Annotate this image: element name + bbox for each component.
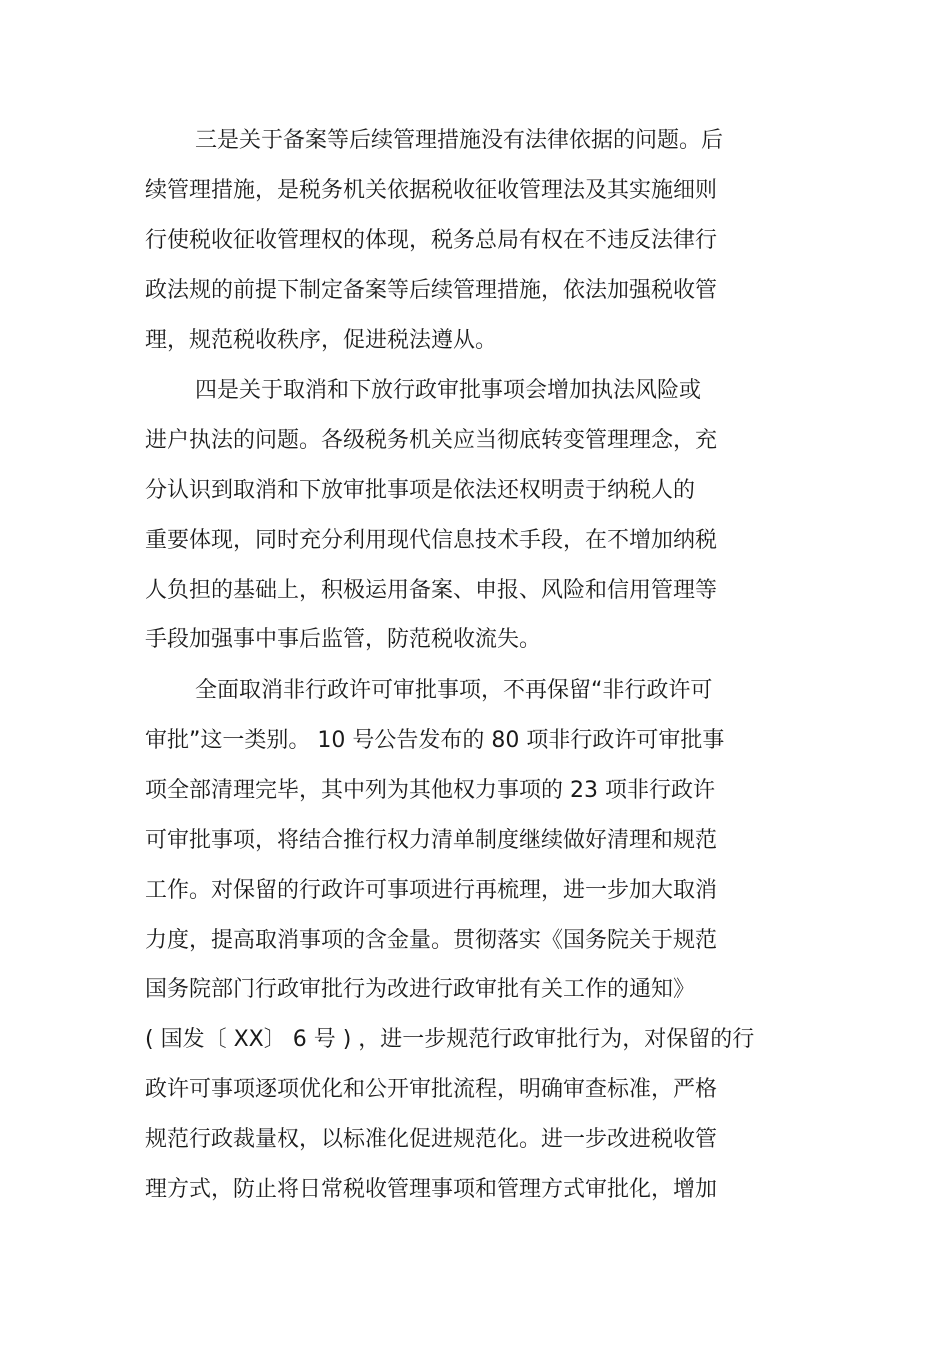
paragraph-3-line-2: 审批”这一类别。 10 号公告发布的 80 项非行政许可审批事 — [145, 728, 725, 753]
paragraph-3-line-8: ( 国发〔 XX〕 6 号 ) ，进一步规范行政审批行为，对保留的行 — [145, 1027, 755, 1052]
paragraph-3-line-4: 可审批事项，将结合推行权力清单制度继续做好清理和规范 — [145, 828, 718, 853]
paragraph-1-line-4: 政法规的前提下制定备案等后续管理措施，依法加强税收管 — [145, 278, 718, 303]
paragraph-3-line-9: 政许可事项逐项优化和公开审批流程，明确审查标准，严格 — [145, 1077, 718, 1102]
paragraph-3-line-3: 项全部清理完毕，其中列为其他权力事项的 23 项非行政许 — [145, 778, 715, 803]
paragraph-3-line-5: 工作。对保留的行政许可事项进行再梳理，进一步加大取消 — [145, 878, 718, 903]
paragraph-2-line-1: 四是关于取消和下放行政审批事项会增加执法风险或 — [195, 378, 702, 403]
paragraph-2-line-6: 手段加强事中事后监管，防范税收流失。 — [145, 627, 542, 652]
paragraph-3-line-1: 全面取消非行政许可审批事项，不再保留“非行政许可 — [195, 678, 713, 703]
paragraph-2-line-4: 重要体现，同时充分利用现代信息技术手段，在不增加纳税 — [145, 528, 718, 553]
paragraph-3-line-7: 国务院部门行政审批行为改进行政审批有关工作的通知》 — [145, 977, 696, 1002]
paragraph-1-line-2: 续管理措施，是税务机关依据税收征收管理法及其实施细则 — [145, 178, 718, 203]
paragraph-3-line-10: 规范行政裁量权，以标准化促进规范化。进一步改进税收管 — [145, 1127, 718, 1152]
paragraph-3-line-6: 力度，提高取消事项的含金量。贯彻落实《国务院关于规范 — [145, 928, 718, 953]
paragraph-2-line-5: 人负担的基础上，积极运用备案、申报、风险和信用管理等 — [145, 578, 718, 603]
paragraph-1-line-5: 理，规范税收秩序，促进税法遵从。 — [145, 328, 498, 353]
paragraph-1-line-3: 行使税收征收管理权的体现，税务总局有权在不违反法律行 — [145, 228, 718, 253]
paragraph-1-line-1: 三是关于备案等后续管理措施没有法律依据的问题。后 — [195, 128, 724, 153]
paragraph-3-line-11: 理方式，防止将日常税收管理事项和管理方式审批化，增加 — [145, 1177, 718, 1202]
paragraph-2-line-3: 分认识到取消和下放审批事项是依法还权明责于纳税人的 — [145, 478, 696, 503]
paragraph-2-line-2: 进户执法的问题。各级税务机关应当彻底转变管理理念，充 — [145, 428, 718, 453]
